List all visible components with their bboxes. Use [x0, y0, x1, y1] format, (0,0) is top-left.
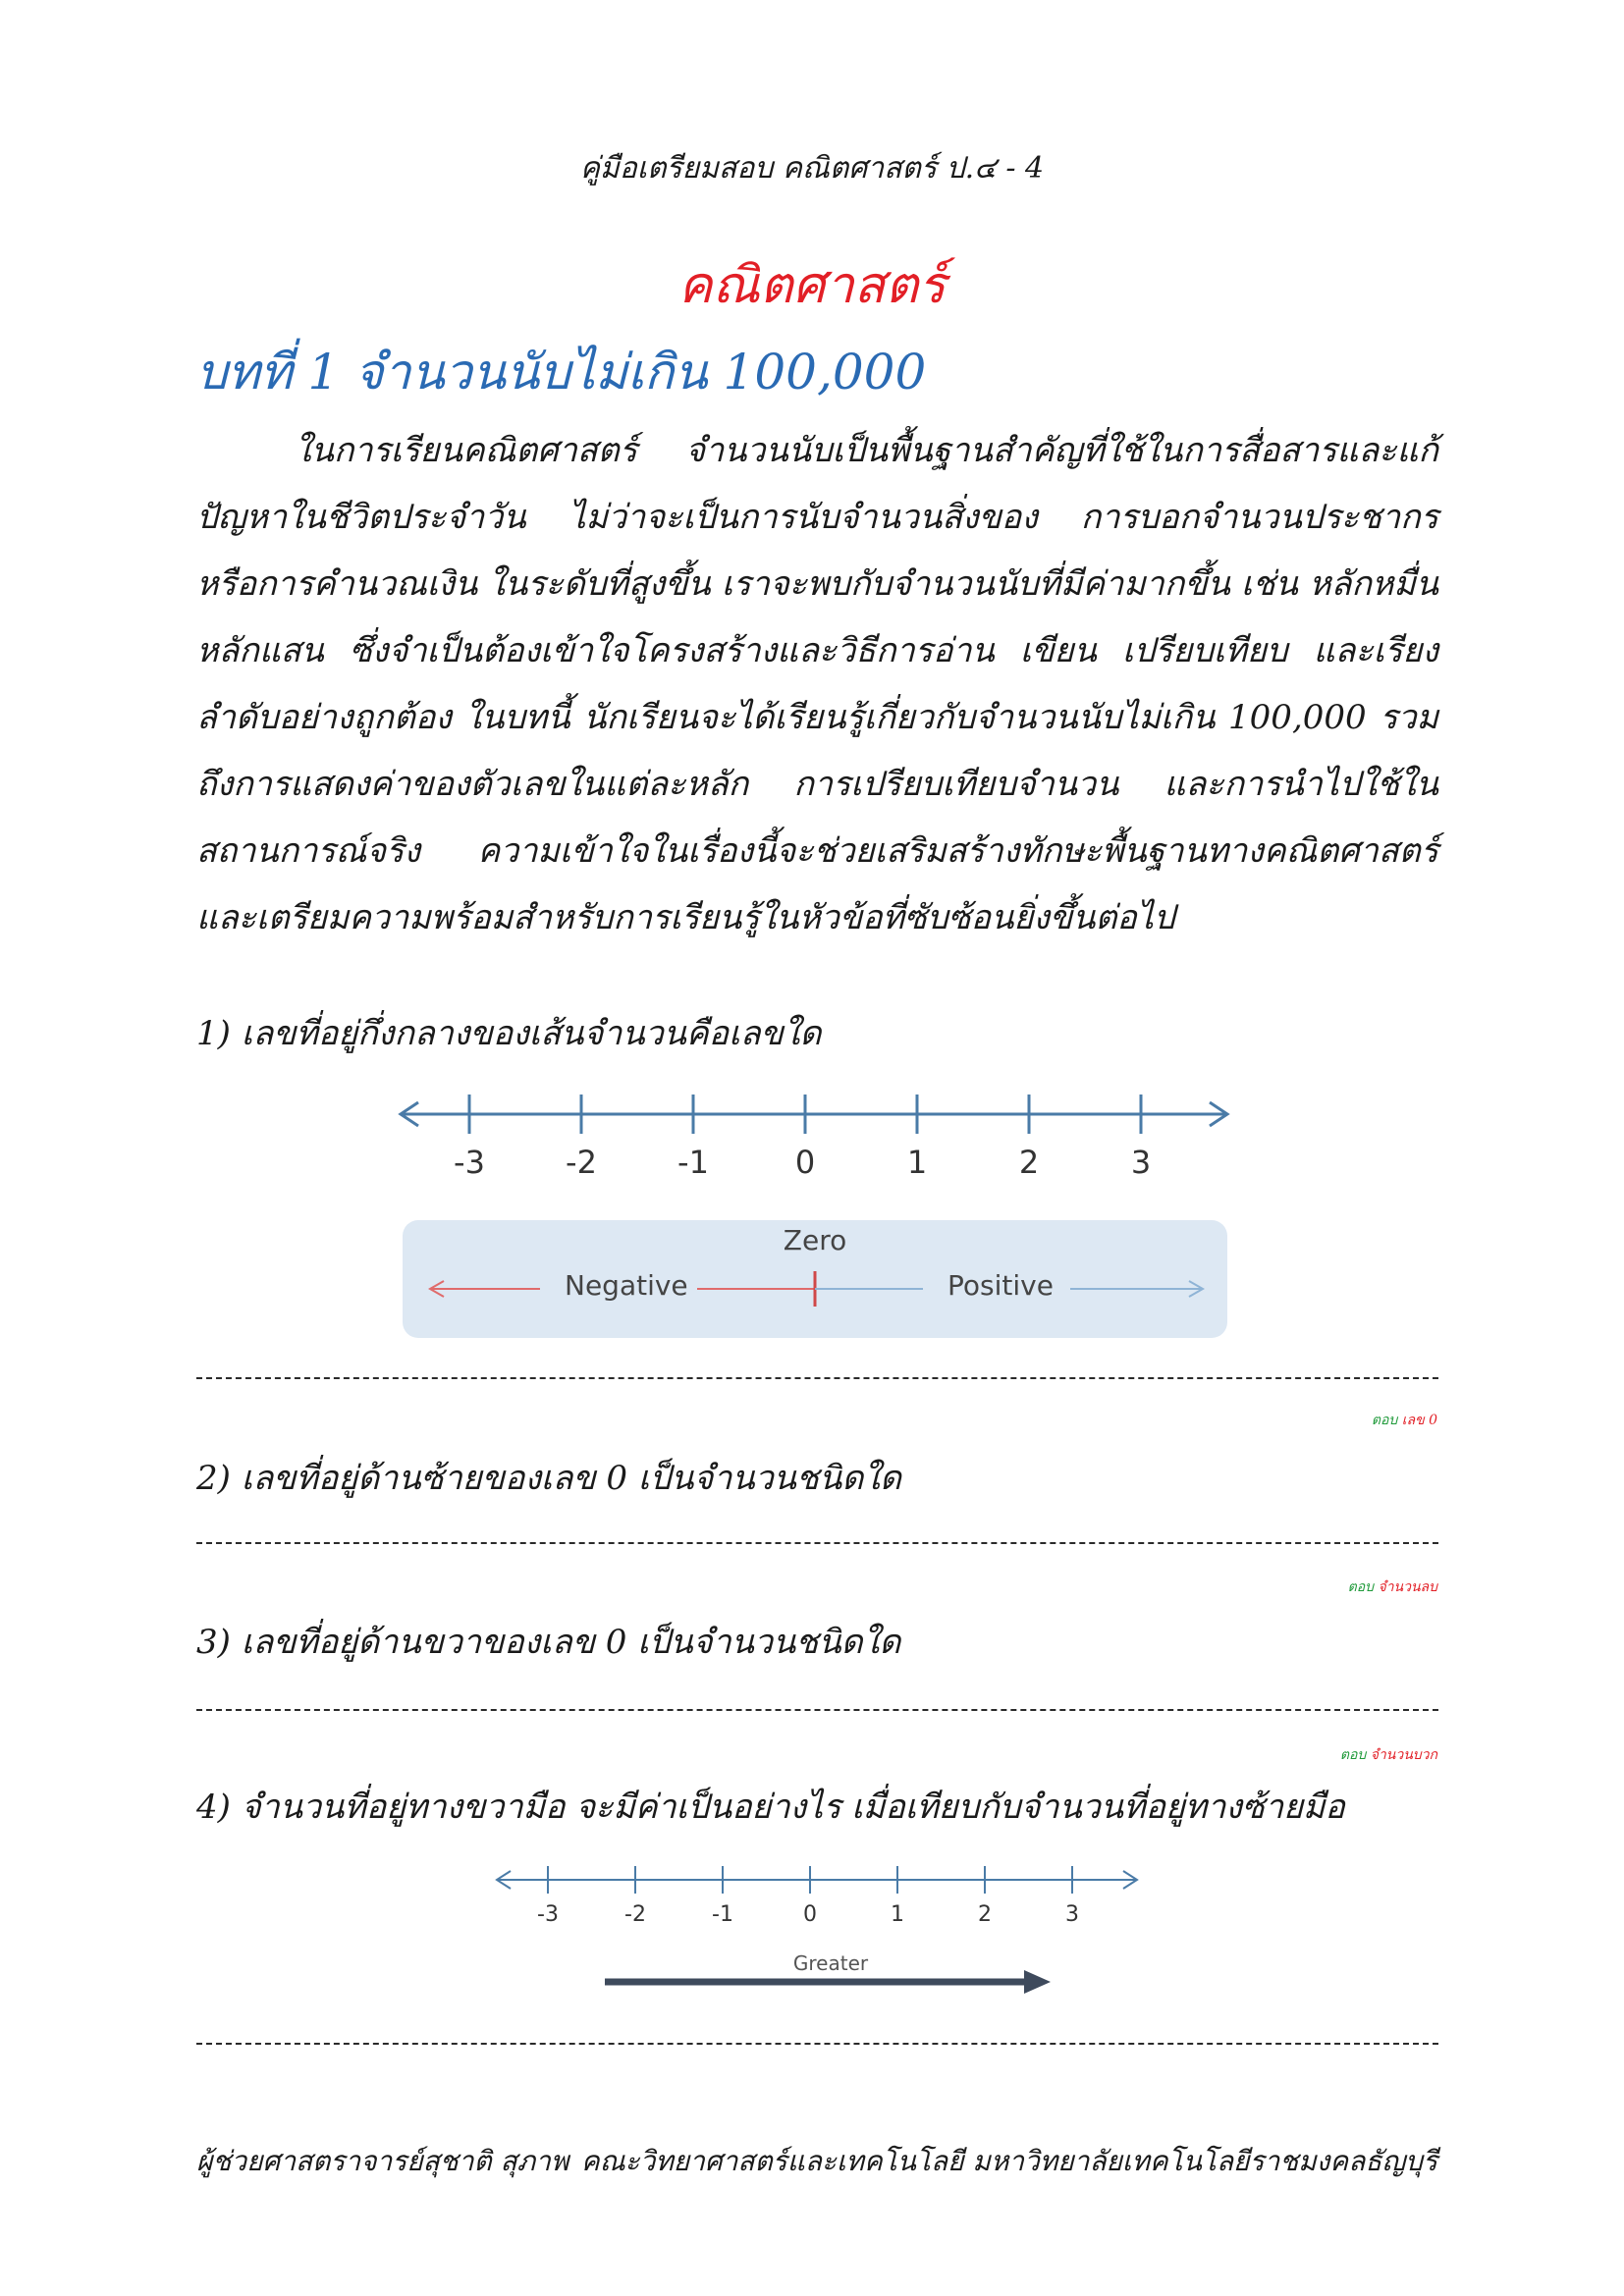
- number-line-1-tick-label: 0: [794, 1144, 816, 1181]
- number-line-2-tick-label: 2: [978, 1902, 992, 1927]
- zero-label: Zero: [783, 1224, 847, 1256]
- chapter-heading: บทที่ 1 จำนวนนับไม่เกิน 100,000: [196, 344, 927, 400]
- greater-label: Greater: [792, 1951, 869, 1975]
- footer-institution: คณะวิทยาศาสตร์และเทคโนโลยี มหาวิทยาลัยเทคโนโลยีราชมงคลธัญบุรี: [580, 2145, 1437, 2177]
- answer-3-value: จำนวนบวก: [1370, 1747, 1437, 1763]
- answer-line-2: [196, 1542, 1438, 1544]
- number-line-2-tick-label: -1: [712, 1902, 733, 1927]
- number-line-1-tick-label: -3: [454, 1144, 485, 1181]
- question-2: 2) เลขที่อยู่ด้านซ้ายของเลข 0 เป็นจำนวนชนิดใด: [196, 1459, 901, 1498]
- answer-2: [1348, 1576, 1437, 1598]
- number-line-2: [489, 1860, 1147, 2002]
- sign-box: [403, 1220, 1227, 1338]
- greater-arrowhead: [1024, 1970, 1051, 1994]
- footer-author: ผู้ช่วยศาสตราจารย์สุชาติ สุภาพ: [196, 2145, 569, 2177]
- answer-2-value: จำนวนลบ: [1378, 1579, 1437, 1595]
- number-line-2-tick-label: 3: [1065, 1902, 1079, 1927]
- number-line-1-tick-label: 1: [906, 1144, 928, 1181]
- answer-line-3: [196, 1709, 1438, 1711]
- question-3: 3) เลขที่อยู่ด้านขวาของเลข 0 เป็นจำนวนชนิดใด: [196, 1623, 901, 1662]
- number-line-2-tick-label: 0: [803, 1902, 817, 1927]
- number-line-1-tick-label: 2: [1018, 1144, 1040, 1181]
- question-4: 4) จำนวนที่อยู่ทางขวามือ จะมีค่าเป็นอย่างไร เมื่อเทียบกับจำนวนที่อยู่ทางซ้ายมือ: [196, 1788, 1345, 1827]
- answer-line-4: [196, 2043, 1438, 2045]
- page-title: คณิตศาสตร์: [677, 256, 947, 315]
- number-line-1-tick-label: 3: [1130, 1144, 1152, 1181]
- question-1: 1) เลขที่อยู่กึ่งกลางของเส้นจำนวนคือเลขใด: [196, 1014, 822, 1053]
- answer-1-value: เลข 0: [1401, 1413, 1437, 1428]
- answer-3-label: ตอบ: [1339, 1747, 1367, 1763]
- answer-line-1: [196, 1377, 1438, 1379]
- page-header: คู่มือเตรียมสอบ คณิตศาสตร์ ป.๔ - 4: [579, 151, 1045, 186]
- number-line-1-tick-label: -1: [677, 1144, 709, 1181]
- number-line-1: [393, 1085, 1237, 1193]
- positive-label: Positive: [947, 1269, 1054, 1302]
- number-line-1-tick-label: -2: [566, 1144, 597, 1181]
- number-line-2-tick-label: 1: [891, 1902, 904, 1927]
- answer-2-label: ตอบ: [1347, 1579, 1374, 1595]
- answer-1: [1372, 1410, 1437, 1431]
- intro-paragraph: [196, 417, 1438, 951]
- intro-text: ในการเรียนคณิตศาสตร์ จำนวนนับเป็นพื้นฐานสำคัญที่ใช้ในการสื่อสารและแก้ปัญหาในชีวิตประจำวัน ไม่ว่าจะเป็นการนับจำนวนสิ่งของ การบอกจำนวนประชากร หรือการคำนวณเงิน ในระดับที่สูงขึ้น เราจะพบกับจำนวนนับที่มีค่ามากขึ้น เช่น หลักหมื่น หลักแสน ซึ่งจำเป็นต้องเข้าใจโครงสร้างและวิธีการอ่าน เขียน เปรียบเทียบ และเรียงลำดับอย่างถูกต้อง ในบทนี้ นักเรียนจะได้เรียนรู้เกี่ยวกับจำนวนนับไม่เกิน 100,000 รวมถึงการแสดงค่าของตัวเลขในแต่ละหลัก การเปรียบเทียบจำนวน และการนำไปใช้ในสถานการณ์จริง ความเข้าใจในเรื่องนี้จะช่วยเสริมสร้างทักษะพื้นฐานทางคณิตศาสตร์ และเตรียมความพร้อมสำหรับการเรียนรู้ในหัวข้อที่ซับซ้อนยิ่งขึ้นต่อไป: [196, 431, 1438, 937]
- sign-box-arrows: [403, 1220, 1227, 1338]
- answer-3: [1340, 1744, 1437, 1766]
- number-line-2-tick-label: -2: [624, 1902, 646, 1927]
- answer-1-label: ตอบ: [1371, 1413, 1398, 1428]
- number-line-2-tick-label: -3: [537, 1902, 559, 1927]
- negative-label: Negative: [565, 1269, 688, 1302]
